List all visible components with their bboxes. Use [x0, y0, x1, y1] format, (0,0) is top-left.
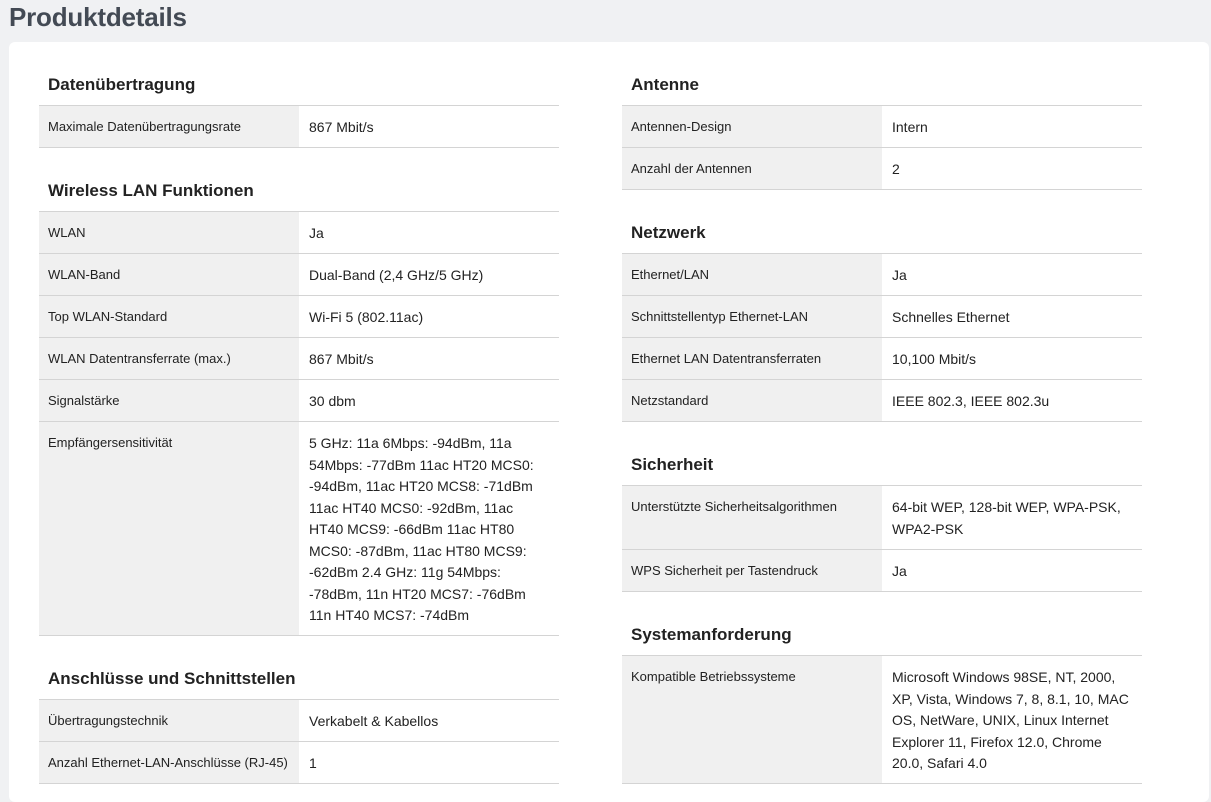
spec-row: [622, 380, 1142, 422]
spec-label: Übertragungstechnik: [39, 700, 299, 741]
spec-value: 867 Mbit/s: [309, 119, 374, 135]
spec-label: Unterstützte Sicherheitsalgorithmen: [622, 486, 882, 549]
section-title: Antenne: [631, 75, 699, 94]
spec-value: Schnelles Ethernet: [892, 309, 1010, 325]
section-datenuebertragung: [39, 74, 559, 148]
spec-row: [622, 486, 1142, 550]
spec-value: 10,100 Mbit/s: [892, 351, 977, 367]
spec-label: Empfängersensitivität: [39, 422, 299, 635]
spec-label: Antennen-Design: [622, 106, 882, 147]
right-column: [622, 42, 1142, 784]
spec-row: [39, 422, 559, 636]
section-title: Datenübertragung: [48, 75, 196, 94]
spec-label: Anzahl Ethernet-LAN-Anschlüsse (RJ-45): [39, 742, 299, 783]
spec-label: Schnittstellentyp Ethernet-LAN: [622, 296, 882, 337]
spec-row: [39, 338, 559, 380]
spec-label: Netzstandard: [622, 380, 882, 421]
spec-row: [39, 296, 559, 338]
spec-label: WPS Sicherheit per Tastendruck: [622, 550, 882, 591]
spec-label: Anzahl der Antennen: [622, 148, 882, 189]
spec-value: IEEE 802.3, IEEE 802.3u: [892, 393, 1050, 409]
section-title: Netzwerk: [631, 223, 706, 242]
product-details-card: [9, 42, 1209, 802]
spec-row: [39, 212, 559, 254]
spec-label: Maximale Datenübertragungsrate: [39, 106, 299, 147]
spec-value: Wi-Fi 5 (802.11ac): [309, 309, 424, 325]
spec-table: [39, 699, 559, 784]
spec-row: [39, 742, 559, 784]
spec-label: Signalstärke: [39, 380, 299, 421]
spec-value: Dual-Band (2,4 GHz/5 GHz): [309, 267, 484, 283]
spec-value: Microsoft Windows 98SE, NT, 2000, XP, Vista, Windows 7, 8, 8.1, 10, MAC OS, NetWare, UNIX, Linux Internet Explorer 11, Firefox 12.0, Chrome 20.0, Safari 4.0: [892, 669, 1129, 771]
spec-value: 30 dbm: [309, 393, 356, 409]
spec-row: [622, 550, 1142, 592]
spec-value: 867 Mbit/s: [309, 351, 374, 367]
spec-table: [622, 105, 1142, 190]
left-column: [39, 42, 559, 784]
section-title: Anschlüsse und Schnittstellen: [48, 669, 296, 688]
spec-value: 1: [309, 755, 317, 771]
spec-label: WLAN Datentransferrate (max.): [39, 338, 299, 379]
section-antenne: [622, 74, 1142, 190]
spec-row: [39, 106, 559, 148]
spec-table: [622, 485, 1142, 592]
spec-label: WLAN-Band: [39, 254, 299, 295]
spec-value: 5 GHz: 11a 6Mbps: -94dBm, 11a 54Mbps: -77dBm 11ac HT20 MCS0: -94dBm, 11ac HT20 MCS8: -71dBm 11ac HT40 MCS0: -92dBm, 11ac HT40 MCS9: -66dBm 11ac HT80 MCS0: -87dBm, 11ac HT80 MCS9: -62dBm 2.4 GHz: 11g 54Mbps: -78dBm, 11n HT20 MCS7: -76dBm 11n HT40 MCS7: -74dBm: [309, 435, 534, 623]
spec-value: Verkabelt & Kabellos: [309, 713, 439, 729]
section-sicherheit: [622, 454, 1142, 592]
spec-row: [39, 700, 559, 742]
spec-label: Top WLAN-Standard: [39, 296, 299, 337]
spec-row: [39, 380, 559, 422]
spec-label: Ethernet/LAN: [622, 254, 882, 295]
spec-row: [622, 338, 1142, 380]
section-title: Wireless LAN Funktionen: [48, 181, 254, 200]
spec-table: [39, 211, 559, 636]
section-title: Sicherheit: [631, 455, 714, 474]
page-title: Produktdetails: [9, 2, 187, 32]
section-systemanforderung: [622, 624, 1142, 784]
spec-table: [622, 253, 1142, 422]
spec-value: Intern: [892, 119, 928, 135]
spec-value: 64-bit WEP, 128-bit WEP, WPA-PSK, WPA2-PSK: [892, 499, 1121, 537]
section-anschluesse: [39, 668, 559, 784]
spec-value: 2: [892, 161, 900, 177]
spec-label: WLAN: [39, 212, 299, 253]
spec-label: Ethernet LAN Datentransferraten: [622, 338, 882, 379]
section-netzwerk: [622, 222, 1142, 422]
spec-label: Kompatible Betriebssysteme: [622, 656, 882, 783]
spec-value: Ja: [892, 267, 907, 283]
spec-row: [39, 254, 559, 296]
spec-row: [622, 656, 1142, 784]
spec-row: [622, 254, 1142, 296]
spec-table: [39, 105, 559, 148]
section-wireless-lan: [39, 180, 559, 636]
spec-table: [622, 655, 1142, 784]
section-title: Systemanforderung: [631, 625, 792, 644]
spec-value: Ja: [892, 563, 907, 579]
spec-row: [622, 106, 1142, 148]
spec-value: Ja: [309, 225, 324, 241]
spec-row: [622, 148, 1142, 190]
spec-row: [622, 296, 1142, 338]
